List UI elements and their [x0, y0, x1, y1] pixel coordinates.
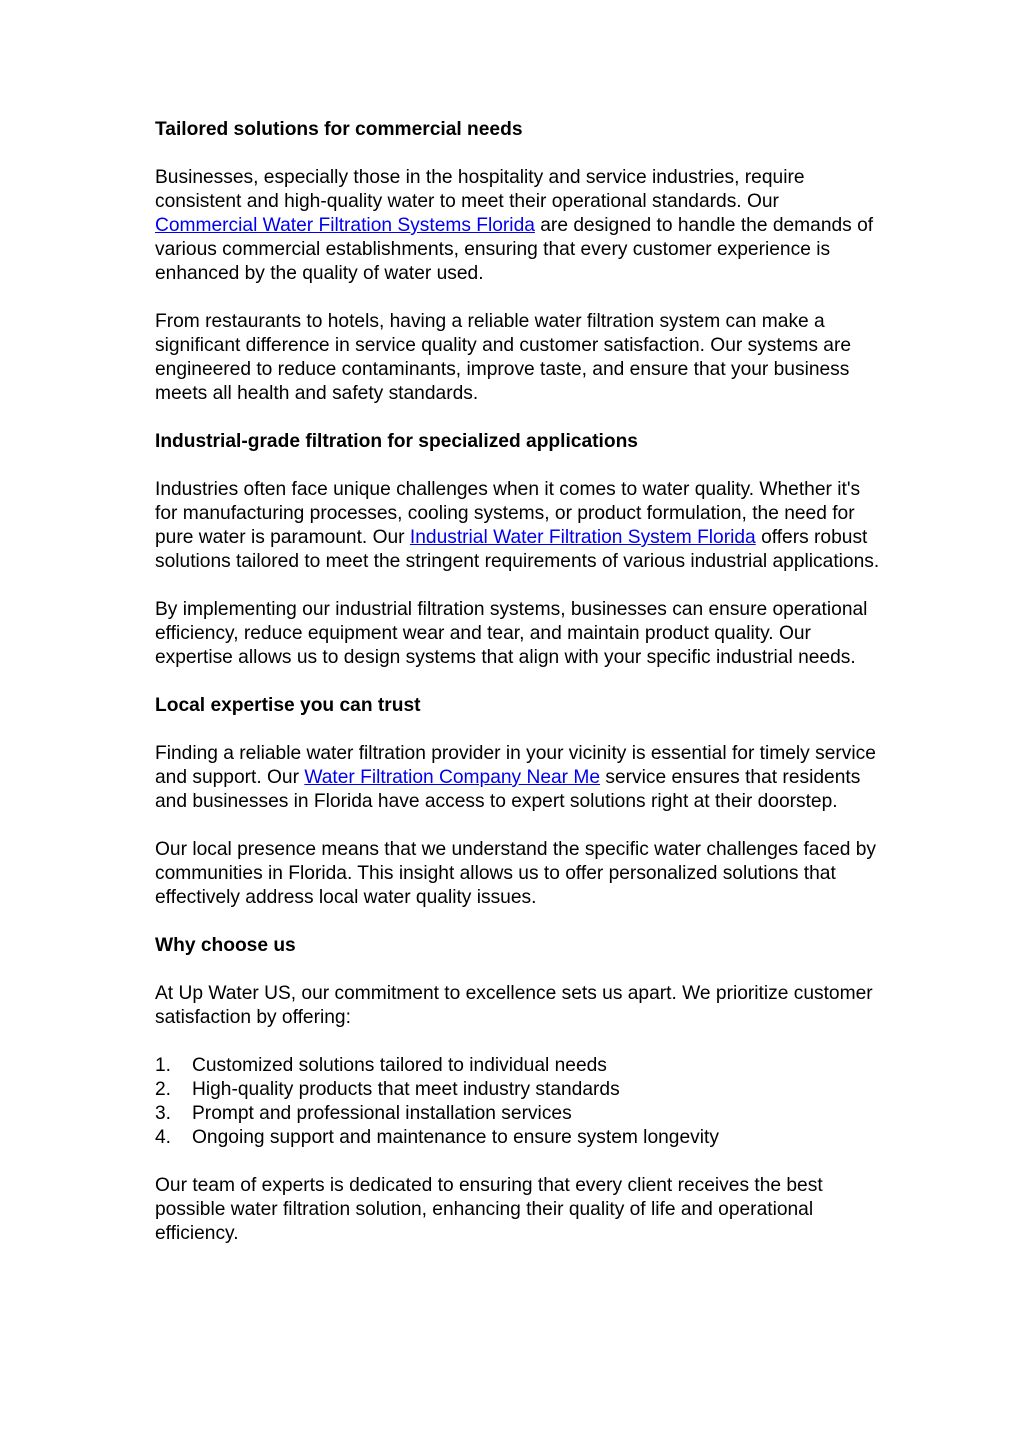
paragraph-text: service ensures that residents and businesses in Florida have access to expert solutions right at their doorstep.: [155, 767, 861, 812]
list-item: [155, 1102, 880, 1126]
list-item-text: Customized solutions tailored to individual needs: [192, 1055, 607, 1076]
section-heading-why-choose-us: Why choose us: [155, 935, 296, 956]
list-item-number: 2.: [155, 1079, 172, 1100]
industrial-filtration-link[interactable]: Industrial Water Filtration System Florida: [409, 527, 756, 548]
list-item-text: High-quality products that meet industry standards: [192, 1079, 620, 1100]
paragraph-closing: Our team of experts is dedicated to ensuring that every client receives the best possible water filtration solution, enhancing their quality of life and operational efficiency.: [155, 1175, 823, 1244]
section-heading-industrial: Industrial-grade filtration for specialized applications: [155, 431, 638, 452]
section-heading-commercial: Tailored solutions for commercial needs: [155, 119, 523, 140]
paragraph-local-presence: Our local presence means that we understand the specific water challenges faced by communities in Florida. This insight allows us to offer personalized solutions that effectively address local water quality issues.: [155, 839, 877, 908]
paragraph-text: are designed to handle the demands of various commercial establishments, ensuring that every customer experience is enhanced by the quality of water used.: [155, 215, 874, 284]
document-page: [155, 118, 880, 1270]
list-item: [155, 1126, 880, 1150]
paragraph-industrial-benefits: By implementing our industrial filtration systems, businesses can ensure operational efficiency, reduce equipment wear and tear, and maintain product quality. Our expertise allows us to design systems that align with your specific industrial needs.: [155, 599, 868, 668]
paragraph-text: Finding a reliable water filtration provider in your vicinity is essential for timely service and support. Our: [155, 743, 876, 788]
paragraph-text: Businesses, especially those in the hospitality and service industries, require consistent and high-quality water to meet their operational standards. Our: [155, 167, 805, 212]
list-item: [155, 1078, 880, 1102]
paragraph-local-intro: [155, 742, 880, 814]
list-item-number: 4.: [155, 1127, 172, 1148]
benefits-list: [155, 1054, 880, 1150]
commercial-filtration-link[interactable]: Commercial Water Filtration Systems Florida: [155, 215, 535, 236]
paragraph-text: offers robust solutions tailored to meet the stringent requirements of various industrial applications.: [155, 527, 880, 572]
paragraph-text: Industries often face unique challenges when it comes to water quality. Whether it's for manufacturing processes, cooling systems, or product formulation, the need for pure water is paramount. Our: [155, 479, 861, 548]
list-item-number: 3.: [155, 1103, 172, 1124]
list-item-text: Ongoing support and maintenance to ensure system longevity: [192, 1127, 719, 1148]
list-item-number: 1.: [155, 1055, 172, 1076]
list-item-text: Prompt and professional installation services: [192, 1103, 572, 1124]
list-item: [155, 1054, 880, 1078]
filtration-company-near-me-link[interactable]: Water Filtration Company Near Me: [304, 767, 601, 788]
paragraph-commercial-benefits: From restaurants to hotels, having a reliable water filtration system can make a significant difference in service quality and customer satisfaction. Our systems are engineered to reduce contaminants, improve taste, and ensure that your business meets all health and safety standards.: [155, 311, 852, 404]
paragraph-commercial-intro: [155, 166, 880, 286]
paragraph-industrial-intro: [155, 478, 880, 574]
section-heading-local: Local expertise you can trust: [155, 695, 421, 716]
paragraph-why-intro: At Up Water US, our commitment to excellence sets us apart. We prioritize customer satisfaction by offering:: [155, 983, 873, 1028]
